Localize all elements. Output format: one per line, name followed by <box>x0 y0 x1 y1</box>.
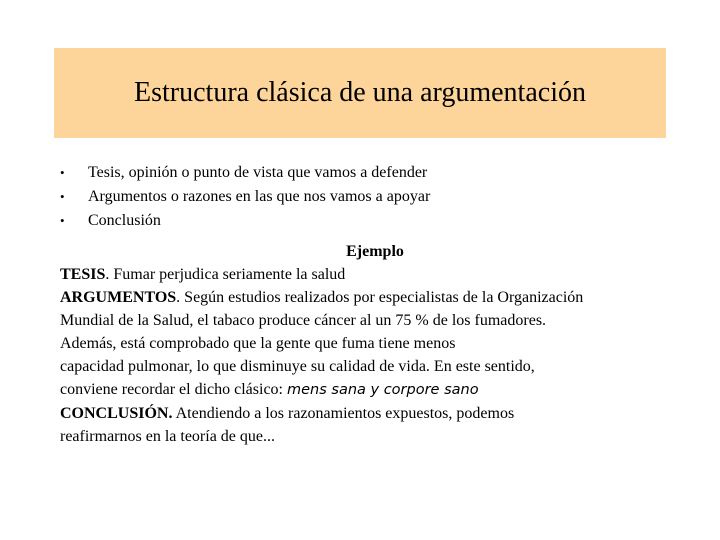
argumentos-line: capacidad pulmonar, lo que disminuye su calidad de vida. En este sentido, <box>60 358 535 375</box>
argumentos-label: ARGUMENTOS <box>60 289 177 306</box>
bullet-item <box>60 211 430 235</box>
conclusion-label: CONCLUSIÓN. <box>60 405 173 422</box>
argumentos-line: Además, está comprobado que la gente que fuma tiene menos <box>60 335 456 352</box>
bullet-text: Argumentos o razones en las que nos vamos a apoyar <box>88 188 431 205</box>
example-body <box>60 240 670 448</box>
conclusion-line: Atendiendo a los razonamientos expuestos, podemos <box>172 405 515 422</box>
bullet-icon: • <box>60 213 65 228</box>
argumentos-paragraph <box>60 286 670 402</box>
slide-title: Estructura clásica de una argumentación <box>134 77 586 108</box>
tesis-text: . Fumar perjudica seriamente la salud <box>105 266 346 283</box>
conclusion-paragraph <box>60 402 670 448</box>
argumentos-line: Mundial de la Salud, el tabaco produce cáncer al un 75 % de los fumadores. <box>60 312 547 329</box>
bullet-icon: • <box>60 189 65 204</box>
tesis-label: TESIS <box>60 266 106 283</box>
bullet-icon: • <box>60 165 65 180</box>
bullet-item <box>60 187 430 211</box>
conclusion-line: reafirmarnos en la teoría de que... <box>60 428 276 445</box>
example-heading: Ejemplo <box>346 243 404 260</box>
bullet-item <box>60 163 430 187</box>
bullet-text: Tesis, opinión o punto de vista que vamos a defender <box>88 164 428 181</box>
title-box <box>54 48 666 138</box>
latin-quote: mens sana y corpore sano <box>287 382 479 398</box>
bullet-list <box>60 163 430 235</box>
argumentos-line: conviene recordar el dicho clásico: <box>60 381 287 398</box>
argumentos-line: . Según estudios realizados por especialistas de la Organización <box>176 289 584 306</box>
bullet-text: Conclusión <box>88 212 161 229</box>
tesis-paragraph <box>60 263 670 286</box>
